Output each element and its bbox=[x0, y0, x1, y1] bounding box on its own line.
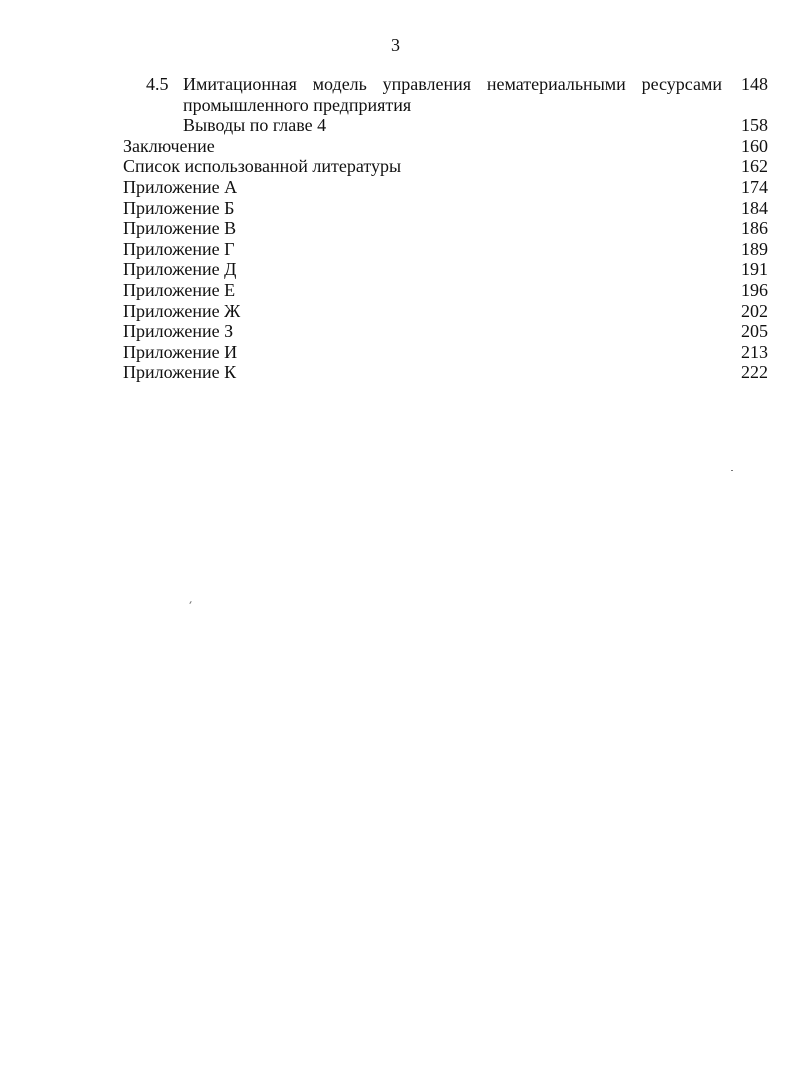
toc-item-title: Приложение Г bbox=[123, 238, 235, 259]
toc-item-title: Приложение Б bbox=[123, 197, 235, 218]
toc-item bbox=[123, 301, 768, 322]
page-number: 3 bbox=[391, 35, 400, 55]
toc-item bbox=[123, 362, 768, 383]
toc-item bbox=[123, 321, 768, 342]
toc-item-title: Приложение З bbox=[123, 321, 234, 342]
toc-item-title: Заключение bbox=[123, 135, 215, 156]
toc-item bbox=[123, 218, 768, 239]
toc-item-page: 222 bbox=[741, 362, 768, 383]
toc-item-title: Приложение Ж bbox=[123, 300, 241, 321]
scan-speck bbox=[189, 601, 191, 604]
toc-subitem-page: 158 bbox=[741, 115, 768, 136]
toc-item-page: 160 bbox=[741, 135, 768, 156]
toc-item bbox=[123, 136, 768, 157]
toc-item-page: 189 bbox=[741, 238, 768, 259]
toc-item-page: 162 bbox=[741, 156, 768, 177]
table-of-contents bbox=[123, 74, 768, 383]
toc-item-page: 213 bbox=[741, 341, 768, 362]
toc-item-page: 191 bbox=[741, 259, 768, 280]
toc-item-page: 174 bbox=[741, 176, 768, 197]
toc-item-title: Приложение В bbox=[123, 218, 237, 239]
toc-item-page: 184 bbox=[741, 197, 768, 218]
toc-item bbox=[123, 239, 768, 260]
toc-item-page: 205 bbox=[741, 321, 768, 342]
toc-item-page: 196 bbox=[741, 279, 768, 300]
toc-item bbox=[123, 280, 768, 301]
toc-item-title: Приложение К bbox=[123, 362, 237, 383]
toc-item bbox=[123, 198, 768, 219]
toc-item-page: 202 bbox=[741, 300, 768, 321]
toc-subitem-title: Выводы по главе 4 bbox=[183, 115, 327, 136]
toc-item-title: Приложение А bbox=[123, 176, 238, 197]
toc-item-title: Приложение Д bbox=[123, 259, 237, 280]
toc-item bbox=[123, 259, 768, 280]
toc-item-title: Список использованной литературы bbox=[123, 156, 402, 177]
toc-section-page: 148 bbox=[741, 74, 768, 94]
toc-item-title: Приложение Е bbox=[123, 279, 236, 300]
scan-speck bbox=[731, 470, 733, 471]
toc-subitem bbox=[123, 115, 768, 136]
toc-item-title: Приложение И bbox=[123, 341, 238, 362]
toc-item bbox=[123, 156, 768, 177]
toc-section-4-5 bbox=[123, 74, 768, 115]
toc-item bbox=[123, 177, 768, 198]
toc-item-page: 186 bbox=[741, 218, 768, 239]
toc-item bbox=[123, 342, 768, 363]
toc-section-number: 4.5 bbox=[146, 74, 169, 94]
toc-section-title: Имитационная модель управления нематериальными ресурсами промышленного предприятия bbox=[183, 74, 722, 115]
